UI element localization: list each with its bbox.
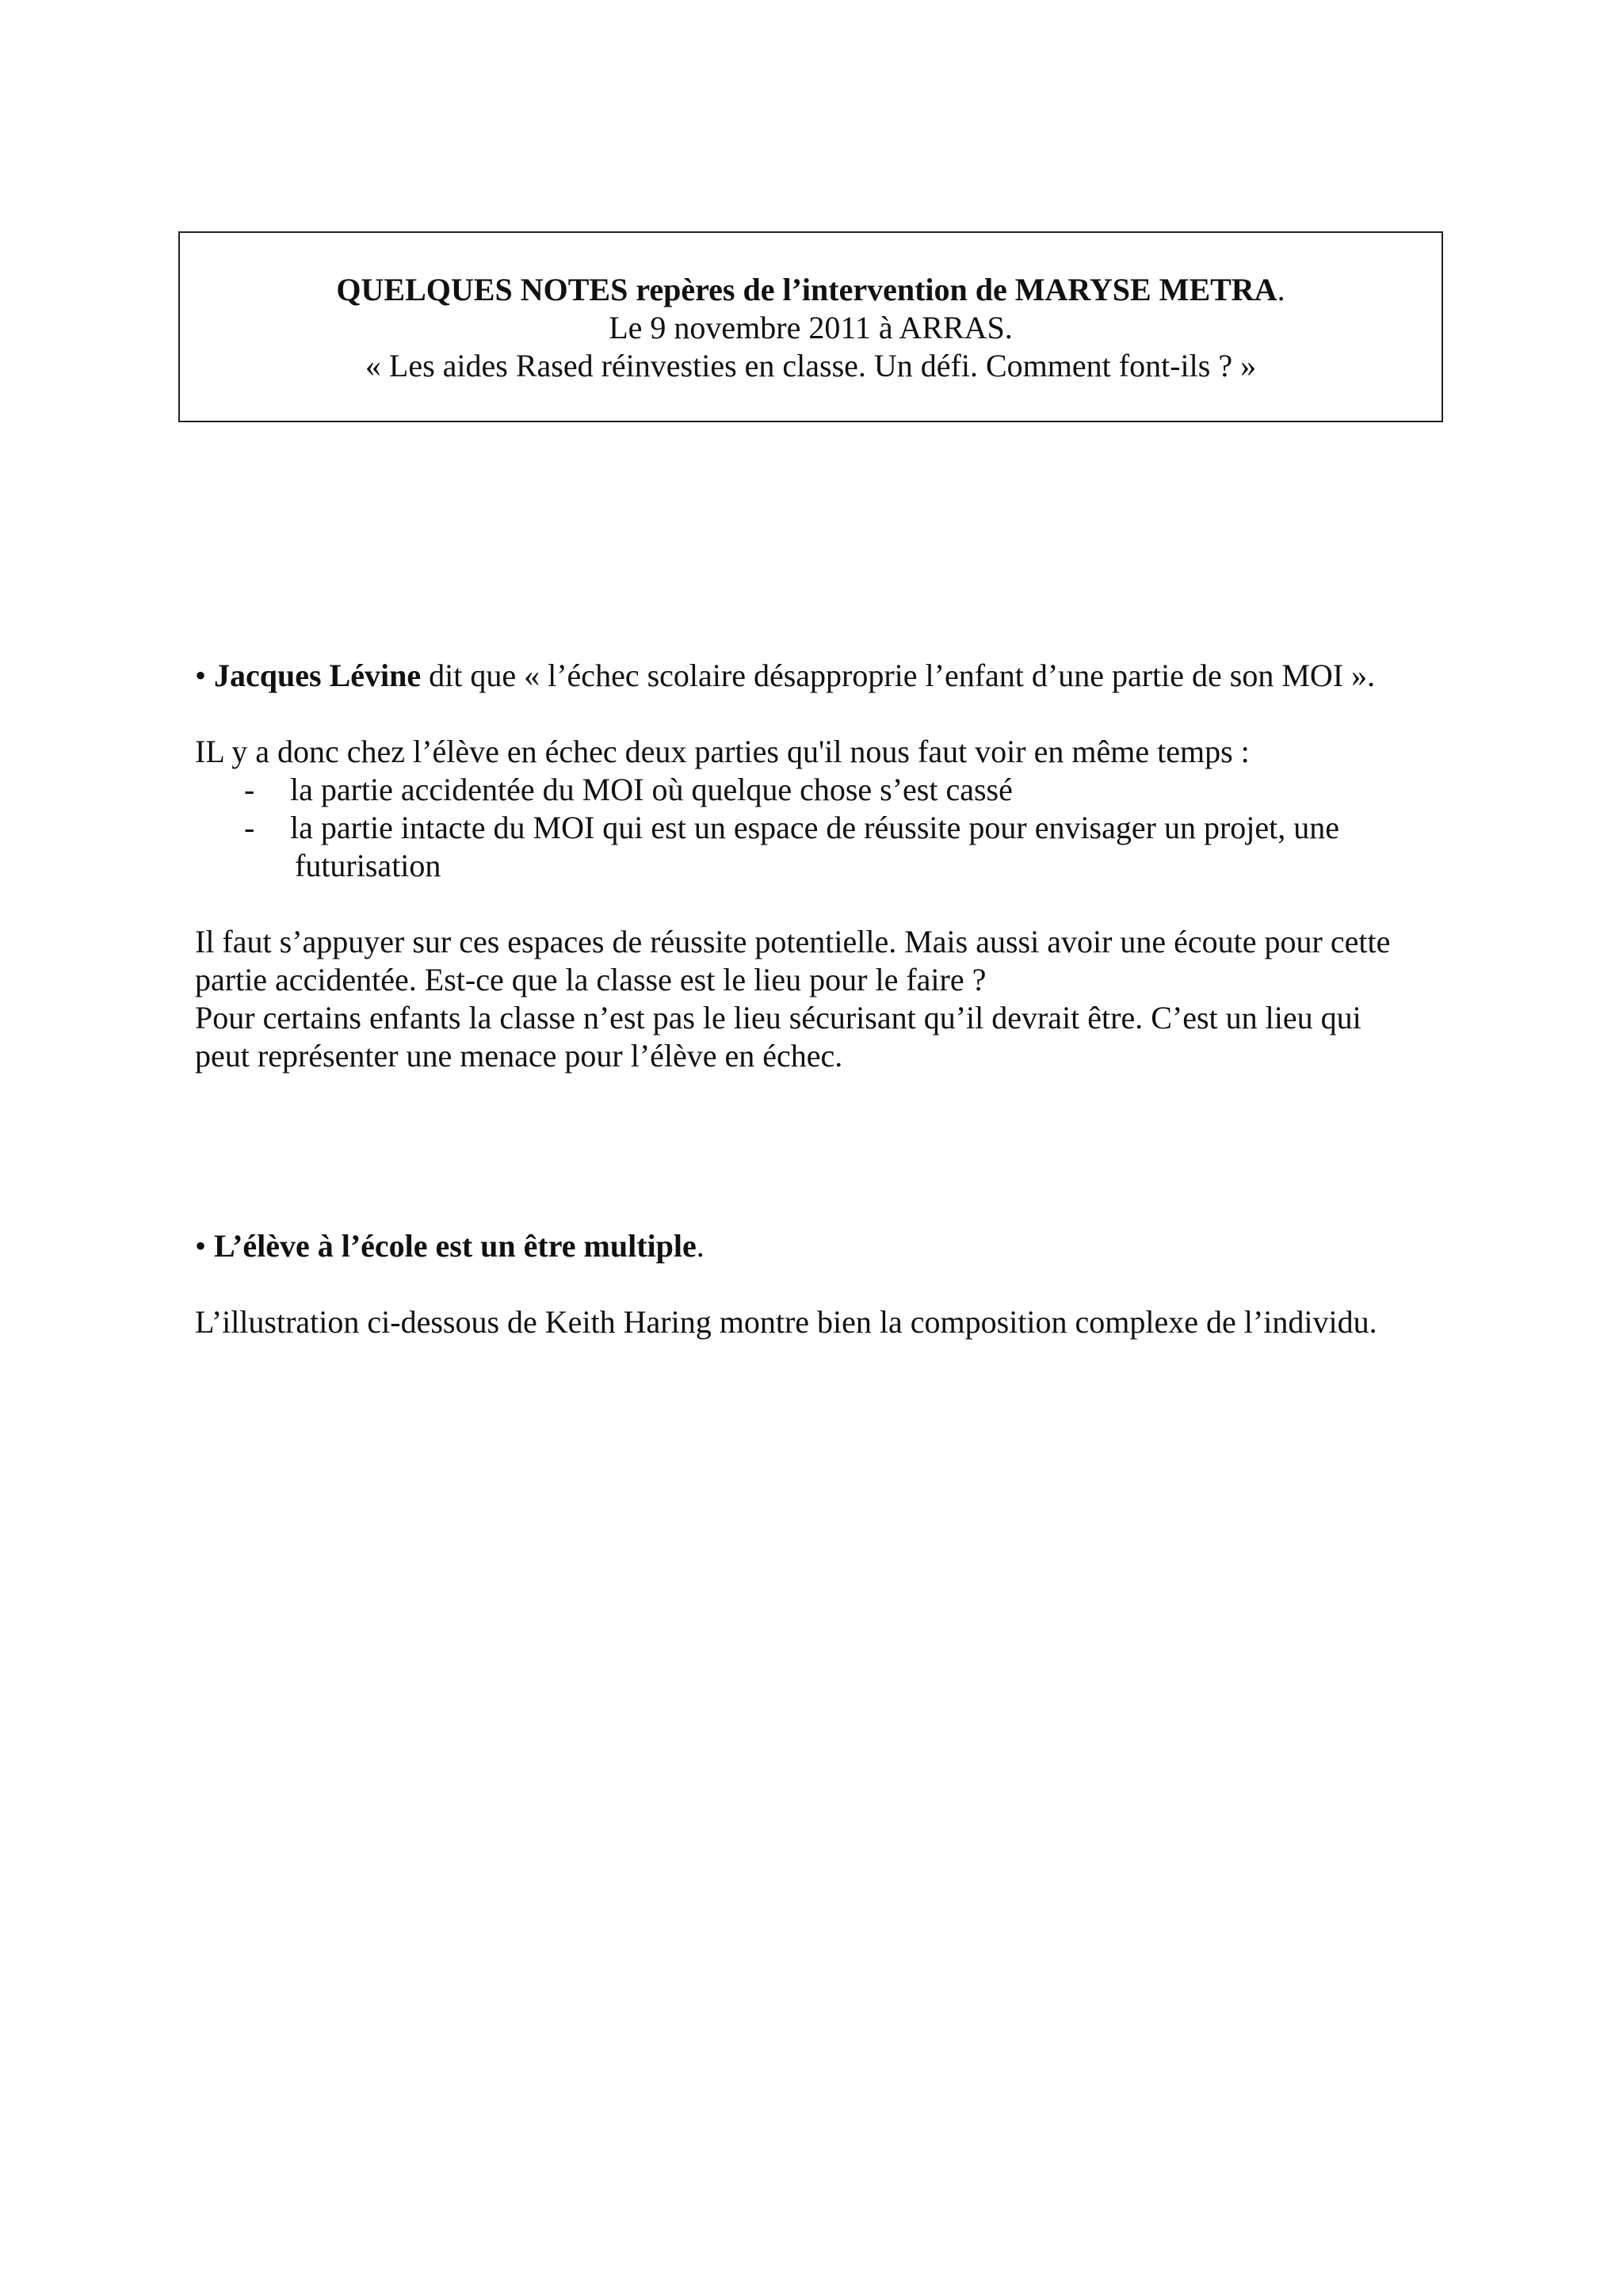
levine-quote: dit que « l’échec scolaire désapproprie l’enfant d’une partie de son MOI ». — [421, 658, 1376, 693]
list-item-text: la partie accidentée du MOI où quelque chose s’est cassé — [290, 772, 1013, 807]
paragraph-line: partie accidentée. Est-ce que la classe est le lieu pour le faire ? — [195, 962, 987, 997]
document-body — [195, 657, 1447, 1341]
title-line-3: « Les aides Rased réinvesties en classe. Un défi. Comment font-ils ? » — [365, 348, 1257, 383]
title-line-2: Le 9 novembre 2011 à ARRAS. — [609, 310, 1013, 345]
title-line-1 — [180, 271, 1442, 309]
list-item-text: la partie intacte du MOI qui est un espace de réussite pour envisager un projet, une — [290, 810, 1340, 845]
bullet-icon: • — [195, 1228, 207, 1264]
bullet-icon: • — [195, 658, 207, 693]
title-bold: QUELQUES NOTES repères de l’intervention de MARYSE METRA — [336, 272, 1277, 307]
title-box — [178, 231, 1443, 422]
title-period: . — [1277, 272, 1285, 307]
dash-marker: - — [244, 810, 255, 845]
paragraph-line: peut représenter une menace pour l’élève en échec. — [195, 1038, 843, 1074]
intro-line: IL y a donc chez l’élève en échec deux parties qu'il nous faut voir en même temps : — [195, 734, 1250, 769]
list-item-continuation: futurisation — [295, 848, 441, 883]
list-item — [195, 809, 1447, 847]
illustration-caption: L’illustration ci-dessous de Keith Haring montre bien la composition complexe de l’individu. — [195, 1304, 1377, 1340]
dash-marker: - — [244, 772, 255, 807]
paragraph-line: Il faut s’appuyer sur ces espaces de réussite potentielle. Mais aussi avoir une écoute pour cette — [195, 924, 1391, 959]
section-heading: L’élève à l’école est un être multiple — [214, 1228, 697, 1264]
author-name: Jacques Lévine — [214, 658, 422, 693]
levine-bullet-line — [195, 657, 1447, 695]
heading-period: . — [696, 1228, 705, 1264]
multiple-bullet-line — [195, 1227, 1447, 1265]
list-item — [195, 771, 1447, 809]
paragraph-line: Pour certains enfants la classe n’est pas le lieu sécurisant qu’il devrait être. C’est un lieu qui — [195, 1000, 1361, 1035]
